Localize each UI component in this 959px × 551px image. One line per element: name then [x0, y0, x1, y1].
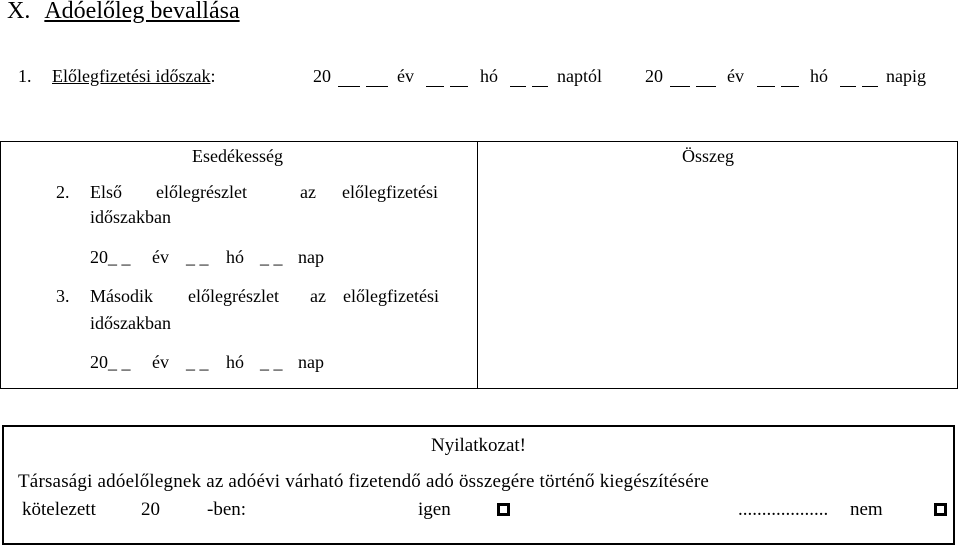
to-month-word: hó [810, 66, 828, 86]
period-label-text: Előlegfizetési időszak [52, 66, 211, 86]
table-border-bottom [0, 388, 958, 389]
to-month-blank-2[interactable] [781, 70, 799, 87]
row-2-day-blank[interactable]: _ _ [260, 247, 283, 267]
row-2-word-4: előlegfizetési [342, 182, 438, 202]
table-border-right [957, 141, 958, 389]
row-3-date-day: nap [298, 352, 324, 372]
to-suffix: napig [886, 66, 926, 86]
row-3-word-4: előlegfizetési [343, 286, 439, 306]
row-3-line-2: időszakban [90, 313, 171, 333]
installment-table [0, 141, 959, 391]
from-year-blank-2[interactable] [366, 70, 388, 87]
row-2-word-2: előlegrészlet [156, 182, 247, 202]
row-2-date-year: év [152, 247, 169, 267]
period-colon: : [210, 66, 216, 86]
from-year-prefix: 20 [313, 66, 331, 86]
from-month-word: hó [480, 66, 498, 86]
table-divider [477, 141, 478, 389]
row-3-word-1: Második [90, 286, 153, 306]
from-year-blank-1[interactable] [338, 70, 360, 87]
row-2-word-1: Első [90, 182, 123, 202]
row-2-date-day: nap [298, 247, 324, 267]
declaration-title: Nyilatkozat! [431, 435, 526, 456]
period-number: 1. [18, 66, 32, 86]
row-3-number: 3. [56, 286, 70, 306]
to-month-blank-1[interactable] [757, 70, 775, 87]
row-3-word-2: előlegrészlet [188, 286, 279, 306]
to-day-blank-2[interactable] [862, 70, 878, 87]
declaration-year: 20 [141, 499, 160, 520]
row-2-date-month: hó [226, 247, 244, 267]
table-border-left [0, 141, 1, 389]
row-2-word-3: az [300, 182, 316, 202]
row-2-line-2: időszakban [90, 207, 171, 227]
no-checkbox[interactable] [934, 503, 947, 516]
yes-label: igen [418, 499, 451, 520]
from-month-blank-2[interactable] [450, 70, 468, 87]
from-day-blank-2[interactable] [532, 70, 548, 87]
section-heading: Adóelőleg bevallása [44, 0, 240, 24]
row-3-date-prefix: 20_ _ [90, 352, 131, 372]
to-year-blank-1[interactable] [670, 70, 690, 87]
to-day-blank-1[interactable] [840, 70, 856, 87]
declaration-box [2, 425, 955, 545]
from-year-word: év [397, 66, 414, 86]
declaration-dots: ................... [738, 499, 829, 520]
to-year-prefix: 20 [645, 66, 663, 86]
section-title [7, 0, 240, 25]
from-month-blank-1[interactable] [426, 70, 444, 87]
from-day-blank-1[interactable] [510, 70, 526, 87]
due-header: Esedékesség [192, 146, 283, 166]
yes-checkbox[interactable] [497, 503, 510, 516]
table-border-top [0, 141, 958, 142]
declaration-obligated: kötelezett [22, 499, 96, 520]
from-suffix: naptól [557, 66, 602, 86]
row-3-date-year: év [152, 352, 169, 372]
amount-cell[interactable] [480, 173, 954, 385]
no-label: nem [850, 499, 883, 520]
row-3-day-blank[interactable]: _ _ [260, 352, 283, 372]
row-2-month-blank[interactable]: _ _ [186, 247, 209, 267]
row-2-number: 2. [56, 182, 70, 202]
row-3-date-month: hó [226, 352, 244, 372]
row-2-date-prefix: 20_ _ [90, 247, 131, 267]
declaration-text: Társasági adóelőlegnek az adóévi várható fizetendő adó összegére történő kiegészítésére [18, 471, 710, 492]
to-year-blank-2[interactable] [696, 70, 716, 87]
amount-header: Összeg [682, 146, 734, 166]
to-year-word: év [727, 66, 744, 86]
declaration-ben: -ben: [207, 499, 247, 520]
row-3-month-blank[interactable]: _ _ [186, 352, 209, 372]
period-label [52, 66, 215, 87]
row-3-word-3: az [310, 286, 326, 306]
section-number: X. [7, 0, 31, 24]
